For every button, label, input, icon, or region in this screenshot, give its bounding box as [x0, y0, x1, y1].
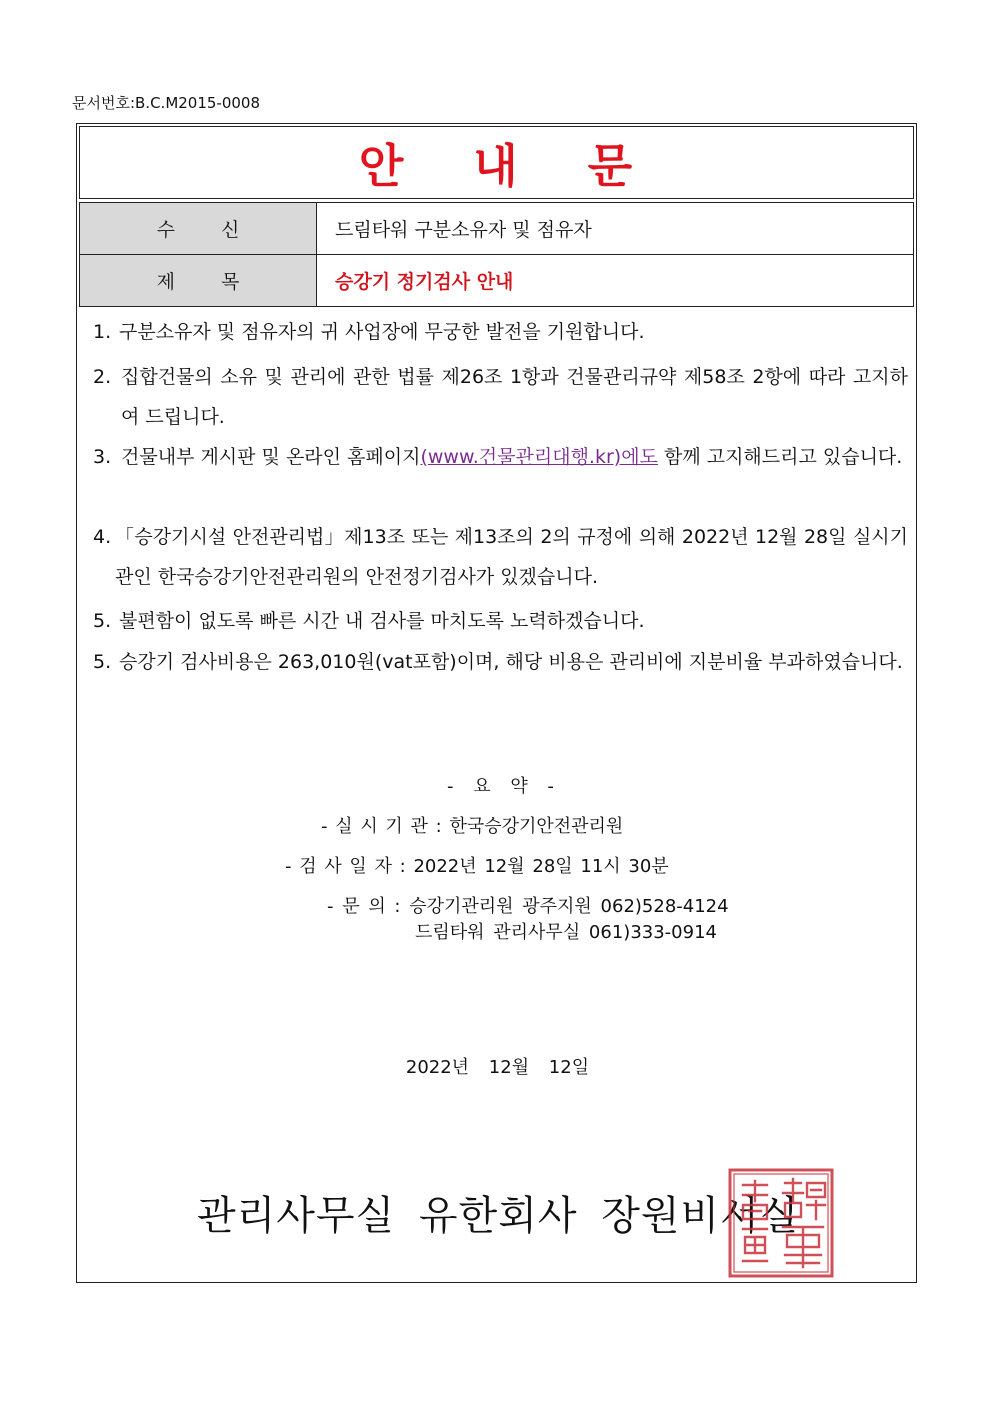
item-text-part: 건물내부 게시판 및 온라인 홈페이지: [121, 446, 421, 468]
summary-heading: - 요 약 -: [447, 776, 554, 797]
item-text-part: 함께 고지해드리고 있습니다.: [657, 446, 903, 468]
item-text: 「승강기시설 안전관리법」제13조 또는 제13조의 2의 규정에 의해 2022년 12월 28일 실시기관인 한국승강기안전관리원의 안전정기검사가 있겠습니다.: [115, 526, 908, 588]
issue-date: 2022년 12월 12일: [405, 1057, 590, 1078]
list-item: [93, 517, 908, 597]
summary-inspection-date: - 검 사 일 자 : 2022년 12월 28일 11시 30분: [285, 856, 669, 877]
list-item: [93, 317, 908, 347]
list-item: [93, 437, 908, 477]
homepage-link[interactable]: (www.건물관리대행.kr)에도: [420, 446, 658, 468]
item-number: 5.: [93, 651, 112, 673]
seal-stamp-icon: [727, 1167, 835, 1279]
item-number: 3.: [93, 446, 112, 468]
item-text: 불편함이 없도록 빠른 시간 내 검사를 마치도록 노력하겠습니다.: [119, 610, 645, 632]
info-table: [79, 202, 914, 307]
item-number: 4.: [93, 526, 112, 548]
recipient-value: 드림타워 구분소유자 및 점유자: [317, 203, 914, 255]
document-number: 문서번호:B.C.M2015-0008: [72, 94, 261, 112]
signature: 관리사무실 유한회사 장원비서실: [197, 1193, 800, 1239]
list-item: [93, 642, 908, 682]
subject-value: 승강기 정기검사 안내: [317, 255, 914, 307]
recipient-label: 수 신: [80, 203, 317, 255]
list-item: [93, 357, 908, 437]
page-title: 안 내 문: [358, 138, 635, 193]
title-box: [79, 126, 914, 199]
summary-contact: - 문 의 : 승강기관리원 광주지원 062)528-4124: [327, 896, 729, 917]
summary-contact: 드림타워 관리사무실 061)333-0914: [415, 922, 717, 943]
document-frame: [76, 123, 917, 1283]
item-text: 구분소유자 및 점유자의 귀 사업장에 무궁한 발전을 기원합니다.: [119, 321, 645, 343]
item-number: 1.: [93, 321, 112, 343]
recipient-row: [80, 203, 914, 255]
item-text: 승강기 검사비용은 263,010원(vat포함)이며, 해당 비용은 관리비에 지분비율 부과하였습니다.: [119, 651, 903, 673]
subject-row: [80, 255, 914, 307]
list-item: [93, 606, 908, 636]
item-number: 2.: [93, 366, 112, 388]
item-text: 집합건물의 소유 및 관리에 관한 법률 제26조 1항과 건물관리규약 제58조 2항에 따라 고지하여 드립니다.: [121, 366, 908, 428]
subject-label: 제 목: [80, 255, 317, 307]
summary-agency: - 실 시 기 관 : 한국승강기안전관리원: [321, 816, 624, 837]
item-text: [93, 437, 908, 477]
item-number: 5.: [93, 610, 112, 632]
